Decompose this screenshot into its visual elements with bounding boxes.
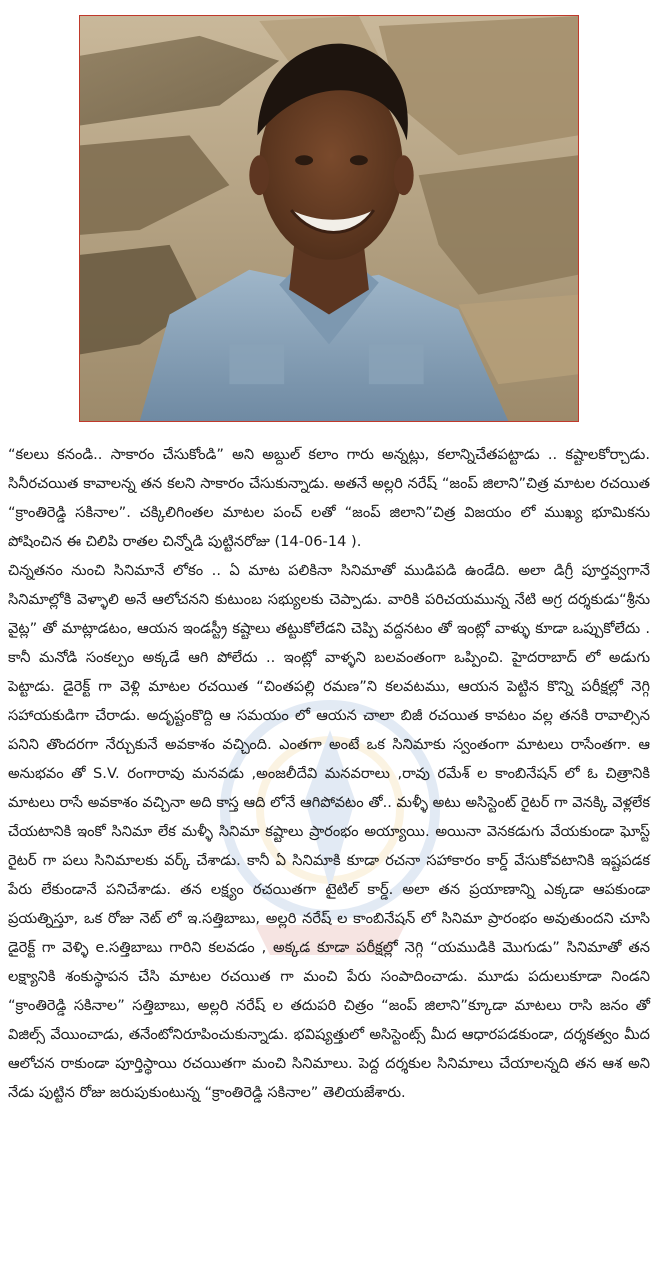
article-paragraph: చిన్నతనం నుంచి సినిమానే లోకం .. ఏ మాట పలికినా సినిమాతో ముడిపడి ఉండేది. అలా డిగ్రీ పూర్తవ్వగానే సినిమాల్లోకి వెళ్ళాలి అనే ఆలోచనని కుటుంబ సభ్యులకు చెప్పాడు. వారికి పరిచయమున్న నేటి అగ్ర దర్శకుడు“శ్రీను వైట్ల” తో మాట్లాడటం, ఆయన ఇండస్ట్రీ కష్టాలు తట్టుకోలేడని చెప్పి వద్దనటం తో ఇంట్లో వాళ్ళు కూడా ఒప్పుకోలేదు . కానీ మనోడి సంకల్పం అక్కడే ఆగి పోలేదు .. ఇంట్లో వాళ్ళని బలవంతంగా ఒప్పించి. హైదరాబాద్ లో అడుగు పెట్టాడు. డైరెక్ట్ గా వెళ్లి మాటల రచయిత “చింతపల్లి రమణ”ని కలవటము, ఆయన పెట్టిన కొన్ని పరీక్షల్లో నెగ్గి సహాయకుడిగా చేరాడు. అదృష్టంకొద్ది ఆ సమయం లో ఆయన చాలా బిజీ రచయిత కావటం వల్ల తనకి రావాల్సిన పనిని తొందరగా నేర్చుకునే అవకాశం వచ్చింది. ఎంతగా అంటే ఒక సినిమాకు స్వంతంగా మాటలు రాసేంతగా. ఆ అనుభవం తో S.V. రంగారావు మనవడు ,అంజలీదేవి మనవరాలు ,రావు రమేశ్ ల కాంబినేషన్ లో ఓ చిత్రానికి మాటలు రాసే అవకాశం వచ్చినా అది కాస్త ఆది లోనే ఆగిపోవటం తో.. మళ్ళీ అటు అసిస్టెంట్ రైటర్ గా వెనక్కి వెళ్లలేక చేయటానికి ఇంకో సినిమా లేక మళ్ళీ సినిమా కష్టాలు ప్రారంభం అయ్యాయి. అయినా వెనకడుగు వేయకుండా ఘోస్ట్ రైటర్ గా పలు సినిమాలకు వర్క్ చేశాడు. కానీ ఏ సినిమాకి కూడా రచనా సహాకారం కార్డ్ వేసుకోవటానికి ఇష్టపడక పేరు లేకుండానే పనిచేశాడు. తన లక్ష్యం రచయితగా టైటిల్ కార్డ్. అలా తన ప్రయాణాన్ని ఎక్కడా ఆపకుండా ప్రయత్నిస్తూ, ఒక రోజు నెట్ లో ఇ.సత్తిబాబు, అల్లరి నరేష్ ల కాంబినేషన్ లో సినిమా ప్రారంభం అవుతుందని చూసి డైరెక్ట్ గా వెళ్ళి e.సత్తిబాబు గారిని కలవడం , అక్కడ కూడా పరీక్షల్లో నెగ్గి “యముడికి మొగుడు” సినిమాతో తన లక్ష్యానికి శంకుస్థాపన చేసి మాటల రచయిత గా మంచి పేరు సంపాదించాడు. మూడు పదులుకూడా నిండని “క్రాంతిరెడ్డి సకినాల” సత్తిబాబు, అల్లరి నరేష్ ల తదుపరి చిత్రం “జంప్ జిలాని”క్కూడా మాటలు రాసి జనం తో విజిల్స్ వేయించాడు, తనేంటోనిరూపించుకున్నాడు. భవిష్యత్తులో అసిస్టెంట్స్ మీద ఆధారపడకుండా, దర్శకత్వం మీద ఆలోచన రాకుండా పూర్తిస్థాయి రచయితగా మంచి సినిమాలు. పెద్ద దర్శకుల సినిమాలు చేయాలన్నది తన ఆశ అని నేడు పుట్టిన రోజు జరుపుకుంటున్న “క్రాంతిరెడ్డి సకినాల” తెలియజేశారు. [8,562,650,1101]
article-body [8,440,650,1107]
article-paragraph: “కలలు కనండి.. సాకారం చేసుకోండి” అని అబ్దుల్ కలాం గారు అన్నట్లు, కలాన్నిచేతపట్టాడు .. కష్టాలకోర్చాడు. సినీరచయిత కావాలన్న తన కలని సాకారం చేసుకున్నాడు. అతనే అల్లరి నరేష్ “జంప్ జిలాని”చిత్ర మాటల రచయిత “క్రాంతిరెడ్డి సకినాల”. చక్కిలిగింతల మాటల పంచ్ లతో “జంప్ జిలాని”చిత్ర విజయం లో ముఖ్య భూమికను పోషించిన ఈ చిలిపి రాతల చిన్నోడి పుట్టినరోజు (14-06-14 ). [8,446,650,550]
portrait-photo [79,15,579,422]
portrait-photo-drawing [80,16,578,421]
